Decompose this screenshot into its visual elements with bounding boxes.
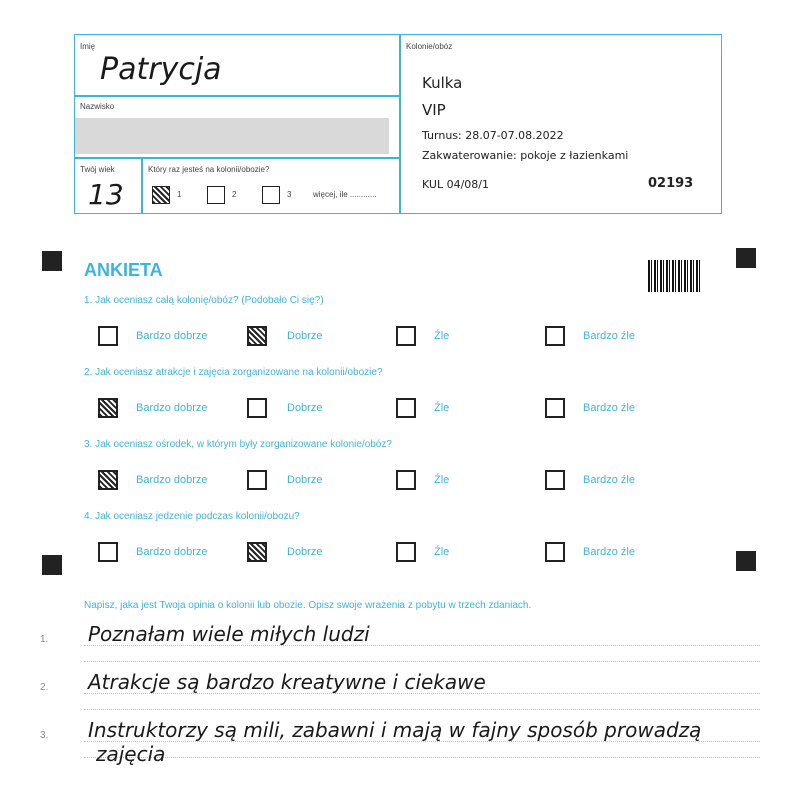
- visit-count-option-label: 2: [232, 190, 237, 199]
- camp-code: KUL 04/08/1: [422, 178, 489, 191]
- first-name-value[interactable]: Patrycja: [100, 52, 222, 87]
- question-4-checkbox-2[interactable]: [247, 542, 267, 562]
- opinion-line-rule: [84, 709, 760, 710]
- camp-type: VIP: [422, 101, 446, 119]
- question-option-label: Bardzo źle: [583, 546, 635, 558]
- opinion-line-rule: [84, 757, 760, 758]
- question-option-label: Bardzo dobrze: [136, 474, 208, 486]
- turn-dates: Turnus: 28.07-07.08.2022: [422, 129, 564, 142]
- visit-count-option-label: 3: [287, 190, 292, 199]
- question-option-label: Źle: [434, 474, 450, 486]
- camp-label: Kolonie/obóz: [406, 42, 453, 51]
- question-1-checkbox-3[interactable]: [396, 326, 416, 346]
- question-2-checkbox-2[interactable]: [247, 398, 267, 418]
- surname-label: Nazwisko: [80, 102, 115, 111]
- question-3-options: [0, 470, 800, 494]
- first-name-label: Imię: [80, 42, 96, 51]
- age-value[interactable]: 13: [88, 178, 124, 211]
- opinion-line-3-continuation[interactable]: zajęcia: [96, 742, 166, 766]
- question-1-checkbox-1[interactable]: [98, 326, 118, 346]
- question-2-options: [0, 398, 800, 422]
- question-4-options: [0, 542, 800, 566]
- form-number: 02193: [648, 176, 694, 191]
- question-1-options: [0, 326, 800, 350]
- opinion-prompt: Napisz, jaka jest Twoja opinia o kolonii lub obozie. Opisz swoje wrażenia z pobytu w trzech zdaniach.: [84, 600, 532, 611]
- accommodation: Zakwaterowanie: pokoje z łazienkami: [422, 149, 629, 162]
- question-1-checkbox-4[interactable]: [545, 326, 565, 346]
- opinion-line-number: 3.: [40, 730, 49, 741]
- question-2-checkbox-4[interactable]: [545, 398, 565, 418]
- question-option-label: Dobrze: [287, 402, 323, 414]
- survey-title: ANKIETA: [84, 260, 163, 280]
- question-option-label: Bardzo dobrze: [136, 402, 208, 414]
- question-2-checkbox-1[interactable]: [98, 398, 118, 418]
- question-1-text: 1. Jak oceniasz całą kolonię/obóz? (Podobało Ci się?): [84, 295, 324, 306]
- question-4-text: 4. Jak oceniasz jedzenie podczas kolonii/obozu?: [84, 511, 300, 522]
- visit-count-checkbox-3[interactable]: [262, 186, 280, 204]
- question-2-checkbox-3[interactable]: [396, 398, 416, 418]
- question-option-label: Źle: [434, 546, 450, 558]
- opinion-line-2-text[interactable]: Atrakcje są bardzo kreatywne i ciekawe: [88, 670, 486, 694]
- more-label: więcej, ile ............: [313, 190, 377, 199]
- question-4-checkbox-1[interactable]: [98, 542, 118, 562]
- question-4-checkbox-3[interactable]: [396, 542, 416, 562]
- registration-mark-top-right: [736, 248, 756, 268]
- question-option-label: Źle: [434, 402, 450, 414]
- question-option-label: Bardzo dobrze: [136, 546, 208, 558]
- registration-mark-top-left: [42, 251, 62, 271]
- question-option-label: Bardzo dobrze: [136, 330, 208, 342]
- surname-redaction: [75, 118, 389, 154]
- question-3-checkbox-1[interactable]: [98, 470, 118, 490]
- opinion-line-rule: [84, 661, 760, 662]
- opinion-line-number: 2.: [40, 682, 49, 693]
- question-option-label: Bardzo źle: [583, 474, 635, 486]
- question-option-label: Źle: [434, 330, 450, 342]
- visit-count-checkbox-2[interactable]: [207, 186, 225, 204]
- question-3-checkbox-2[interactable]: [247, 470, 267, 490]
- visit-count-checkbox-1[interactable]: [152, 186, 170, 204]
- age-label: Twój wiek: [80, 165, 115, 174]
- question-1-checkbox-2[interactable]: [247, 326, 267, 346]
- question-3-checkbox-3[interactable]: [396, 470, 416, 490]
- question-option-label: Bardzo źle: [583, 402, 635, 414]
- opinion-line-number: 1.: [40, 634, 49, 645]
- question-option-label: Bardzo źle: [583, 330, 635, 342]
- visit-count-label: Który raz jesteś na kolonii/obozie?: [148, 165, 270, 174]
- opinion-line-3-text[interactable]: Instruktorzy są mili, zabawni i mają w fajny sposób prowadzą: [88, 718, 702, 742]
- question-option-label: Dobrze: [287, 330, 323, 342]
- camp-name: Kulka: [422, 74, 463, 92]
- barcode: [648, 260, 702, 292]
- visit-count-option-label: 1: [177, 190, 182, 199]
- question-3-text: 3. Jak oceniasz ośrodek, w którym były zorganizowane kolonie/obóz?: [84, 439, 392, 450]
- question-option-label: Dobrze: [287, 474, 323, 486]
- question-3-checkbox-4[interactable]: [545, 470, 565, 490]
- question-option-label: Dobrze: [287, 546, 323, 558]
- question-4-checkbox-4[interactable]: [545, 542, 565, 562]
- question-2-text: 2. Jak oceniasz atrakcje i zajęcia zorganizowane na kolonii/obozie?: [84, 367, 383, 378]
- opinion-line-1-text[interactable]: Poznałam wiele miłych ludzi: [88, 622, 370, 646]
